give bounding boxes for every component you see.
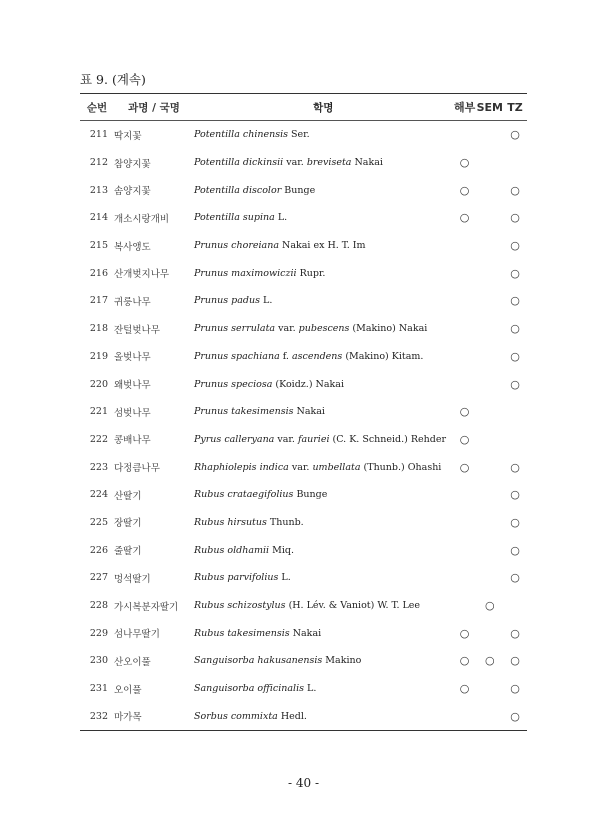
author-citation: (Thunb.) Ohashi	[360, 461, 442, 473]
tz-mark: ○	[510, 294, 520, 308]
anatomy-mark: ○	[459, 405, 470, 419]
korean-name: 산오이풀	[114, 656, 151, 668]
sem-mark	[477, 204, 503, 232]
infraspecific-epithet: fauriei	[297, 433, 330, 445]
table-body	[80, 121, 527, 731]
tz-mark: ○	[510, 543, 520, 557]
anatomy-mark	[453, 509, 477, 537]
table-row	[80, 370, 527, 398]
scientific-name	[194, 647, 453, 675]
sem-mark	[477, 453, 503, 481]
header-scientific-name: 학명	[194, 94, 453, 121]
author-citation: (Koidz.) Nakai	[272, 378, 344, 390]
table-row	[80, 176, 527, 204]
scientific-name-binomial: Prunus takesimensis	[194, 406, 294, 418]
row-number: 228	[89, 600, 108, 612]
anatomy-mark	[453, 343, 477, 371]
row-number: 213	[89, 184, 108, 196]
header-tz: TZ	[503, 94, 527, 121]
scientific-name	[194, 702, 453, 730]
row-number: 215	[89, 240, 108, 252]
tz-mark: ○	[510, 626, 520, 640]
rank-marker: var.	[275, 323, 299, 335]
scientific-name-binomial: Prunus padus	[194, 295, 261, 307]
korean-name: 개소시랑개비	[114, 213, 170, 225]
sem-mark	[477, 481, 503, 509]
author-citation: (H. Lév. & Vaniot) W. T. Lee	[285, 600, 421, 612]
scientific-name	[194, 121, 453, 149]
author-citation: Nakai ex H. T. Im	[279, 240, 366, 252]
table-row	[80, 343, 527, 371]
table-row	[80, 509, 527, 537]
table-row	[80, 259, 527, 287]
table-row	[80, 121, 527, 149]
table-row	[80, 398, 527, 426]
scientific-name-binomial: Prunus maximowiczii	[194, 267, 297, 279]
korean-name: 올벚나무	[114, 352, 151, 364]
tz-mark: ○	[510, 349, 520, 363]
table-row	[80, 619, 527, 647]
sem-mark	[477, 370, 503, 398]
tz-mark	[503, 592, 527, 620]
header-number: 순번	[80, 94, 114, 121]
anatomy-mark	[453, 232, 477, 260]
tz-mark: ○	[510, 322, 520, 336]
scientific-name	[194, 481, 453, 509]
anatomy-mark: ○	[459, 626, 470, 640]
tz-mark: ○	[503, 702, 527, 730]
tz-mark: ○	[510, 488, 520, 502]
scientific-name-binomial: Rubus crataegifolius	[194, 489, 294, 501]
tz-mark: ○	[510, 682, 520, 696]
tz-mark	[503, 149, 527, 177]
sem-mark	[477, 675, 503, 703]
table-row	[80, 426, 527, 454]
author-citation: Makino	[322, 655, 362, 667]
sem-mark	[477, 619, 503, 647]
table-row	[80, 481, 527, 509]
scientific-name	[194, 176, 453, 204]
anatomy-mark	[453, 370, 477, 398]
scientific-name-binomial: Pyrus calleryana	[194, 433, 275, 445]
scientific-name-binomial: Rubus takesimensis	[194, 627, 290, 639]
scientific-name-binomial: Potentilla discolor	[194, 184, 282, 196]
scientific-name	[194, 509, 453, 537]
scientific-name	[194, 343, 453, 371]
korean-name: 잔털벚나무	[114, 324, 160, 336]
table-row	[80, 592, 527, 620]
author-citation: Thunb.	[266, 516, 304, 528]
row-number: 230	[89, 655, 108, 667]
anatomy-mark	[453, 287, 477, 315]
table-header-row	[80, 94, 527, 121]
korean-name: 섬벚나무	[114, 407, 151, 419]
scientific-name	[194, 564, 453, 592]
row-number: 221	[89, 406, 108, 418]
sem-mark	[477, 315, 503, 343]
scientific-name-binomial: Rubus hirsutus	[194, 516, 267, 528]
rank-marker: var.	[283, 157, 307, 169]
row-number: 220	[89, 378, 108, 390]
author-citation: Nakai	[289, 627, 322, 639]
sem-mark: ○	[485, 599, 495, 613]
korean-name: 참양지꽃	[114, 158, 151, 170]
scientific-name-binomial: Potentilla dickinsii	[194, 157, 284, 169]
row-number: 227	[89, 572, 108, 584]
sem-mark: ○	[485, 654, 495, 668]
sem-mark	[477, 259, 503, 287]
anatomy-mark	[453, 259, 477, 287]
anatomy-mark	[453, 481, 477, 509]
page-number: - 40 -	[287, 776, 319, 790]
author-citation: (Makino) Nakai	[349, 323, 428, 335]
korean-name: 오이풀	[114, 684, 142, 696]
tz-mark: ○	[510, 239, 520, 253]
table-row	[80, 675, 527, 703]
table-row	[80, 702, 527, 730]
row-number: 223	[89, 461, 108, 473]
korean-name: 마가목	[114, 702, 194, 730]
author-citation: Miq.	[269, 544, 294, 556]
table-row	[80, 315, 527, 343]
sem-mark	[477, 509, 503, 537]
korean-name: 콩배나무	[114, 435, 151, 447]
scientific-name	[194, 426, 453, 454]
sem-mark	[477, 121, 503, 149]
author-citation: Hedl.	[277, 710, 307, 722]
rank-marker: f.	[279, 350, 292, 362]
tz-mark: ○	[510, 654, 520, 668]
author-citation: Bunge	[293, 489, 328, 501]
scientific-name	[194, 287, 453, 315]
tz-mark: ○	[510, 183, 520, 197]
scientific-name-binomial: Rhaphiolepis indica	[194, 461, 289, 473]
sem-mark	[477, 149, 503, 177]
author-citation: L.	[260, 295, 273, 307]
row-number: 231	[89, 683, 108, 695]
anatomy-mark: ○	[459, 654, 470, 668]
row-number: 214	[89, 212, 108, 224]
row-number: 216	[89, 267, 108, 279]
sem-mark	[477, 343, 503, 371]
tz-mark	[503, 426, 527, 454]
anatomy-mark: ○	[459, 183, 470, 197]
korean-name: 다정큼나무	[114, 463, 160, 475]
table-caption: 표 9. (계속)	[80, 72, 146, 87]
author-citation: (Makino) Kitam.	[342, 350, 424, 362]
row-number: 212	[89, 157, 108, 169]
korean-name: 멍석딸기	[114, 573, 151, 585]
scientific-name-binomial: Prunus choreiana	[194, 240, 279, 252]
tz-mark: ○	[510, 377, 520, 391]
table-row	[80, 204, 527, 232]
anatomy-mark	[453, 592, 477, 620]
header-anatomy: 해부	[453, 94, 477, 121]
anatomy-mark	[453, 121, 477, 149]
table-row	[80, 287, 527, 315]
header-korean-name: 과명 / 국명	[114, 94, 194, 121]
tz-mark	[503, 398, 527, 426]
tz-mark: ○	[510, 460, 520, 474]
scientific-name	[194, 259, 453, 287]
row-number: 225	[89, 516, 108, 528]
anatomy-mark: ○	[459, 211, 470, 225]
row-number: 217	[89, 295, 108, 307]
scientific-name-binomial: Sanguisorba officinalis	[194, 683, 305, 695]
scientific-name	[194, 453, 453, 481]
sem-mark	[477, 398, 503, 426]
table-row	[80, 149, 527, 177]
scientific-name	[194, 619, 453, 647]
rank-marker: var.	[288, 461, 313, 473]
sem-mark	[477, 176, 503, 204]
rank-marker: var.	[274, 433, 298, 445]
scientific-name-binomial: Potentilla chinensis	[194, 129, 289, 141]
infraspecific-epithet: umbellata	[312, 461, 361, 473]
korean-name: 장딸기	[114, 518, 142, 530]
sem-mark	[477, 702, 503, 730]
author-citation: Ser.	[288, 129, 310, 141]
tz-mark: ○	[510, 571, 520, 585]
scientific-name-binomial: Prunus serrulata	[194, 323, 276, 335]
author-citation: (C. K. Schneid.) Rehder	[329, 433, 447, 445]
scientific-name-binomial: Rubus oldhamii	[194, 544, 270, 556]
scientific-name-binomial: Sanguisorba hakusanensis	[194, 655, 323, 667]
korean-name: 줄딸기	[114, 546, 142, 558]
sem-mark	[477, 564, 503, 592]
row-number: 211	[89, 129, 108, 141]
sem-mark	[477, 536, 503, 564]
author-citation: L.	[274, 212, 288, 224]
anatomy-mark: ○	[459, 460, 470, 474]
scientific-name-binomial: Potentilla supina	[194, 212, 275, 224]
infraspecific-epithet: pubescens	[298, 323, 350, 335]
author-citation: Rupr.	[296, 267, 326, 279]
scientific-name	[194, 315, 453, 343]
sem-mark	[477, 232, 503, 260]
row-number: 219	[89, 350, 108, 362]
infraspecific-epithet: breviseta	[306, 157, 352, 169]
korean-name: 복사앵도	[114, 241, 151, 253]
sem-mark	[477, 426, 503, 454]
header-sem: SEM	[477, 94, 503, 121]
infraspecific-epithet: ascendens	[291, 350, 343, 362]
table-row	[80, 453, 527, 481]
korean-name: 산딸기	[114, 490, 142, 502]
row-number: 229	[89, 627, 108, 639]
row-number: 224	[89, 489, 108, 501]
anatomy-mark	[453, 702, 477, 730]
scientific-name	[194, 592, 453, 620]
author-citation: L.	[304, 683, 317, 695]
row-number: 222	[89, 433, 108, 445]
anatomy-mark	[453, 315, 477, 343]
scientific-name	[194, 204, 453, 232]
korean-name: 귀룽나무	[114, 296, 151, 308]
korean-name: 가시복분자딸기	[114, 601, 179, 613]
scientific-name-binomial: Rubus parvifolius	[194, 572, 279, 584]
scientific-name-binomial: Rubus schizostylus	[194, 600, 286, 612]
korean-name: 솜양지꽃	[114, 186, 151, 198]
author-citation: L.	[278, 572, 291, 584]
row-number: 226	[89, 544, 108, 556]
anatomy-mark	[453, 564, 477, 592]
table-row	[80, 536, 527, 564]
row-number: 218	[89, 323, 108, 335]
table-row	[80, 564, 527, 592]
row-number: 232	[80, 702, 114, 730]
scientific-name	[194, 149, 453, 177]
table-row	[80, 647, 527, 675]
sem-mark	[477, 287, 503, 315]
scientific-name	[194, 370, 453, 398]
anatomy-mark: ○	[459, 432, 470, 446]
author-citation: Bunge	[281, 184, 316, 196]
korean-name: 산개벚지나무	[114, 269, 170, 281]
korean-name: 왜벚나무	[114, 380, 151, 392]
anatomy-mark: ○	[459, 682, 470, 696]
scientific-name-binomial: Prunus speciosa	[194, 378, 273, 390]
scientific-name	[194, 675, 453, 703]
scientific-name	[194, 536, 453, 564]
author-citation: Nakai	[293, 406, 325, 418]
anatomy-mark: ○	[459, 156, 470, 170]
scientific-name-binomial: Sorbus commixta	[194, 710, 278, 722]
tz-mark: ○	[510, 515, 520, 529]
species-table	[80, 93, 527, 731]
scientific-name	[194, 398, 453, 426]
tz-mark: ○	[510, 266, 520, 280]
korean-name: 딱지꽃	[114, 130, 142, 142]
scientific-name	[194, 232, 453, 260]
author-citation: Nakai	[351, 157, 383, 169]
tz-mark: ○	[510, 128, 520, 142]
table-row	[80, 232, 527, 260]
tz-mark: ○	[510, 211, 520, 225]
anatomy-mark	[453, 536, 477, 564]
korean-name: 섬나무딸기	[114, 629, 160, 641]
scientific-name-binomial: Prunus spachiana	[194, 350, 280, 362]
